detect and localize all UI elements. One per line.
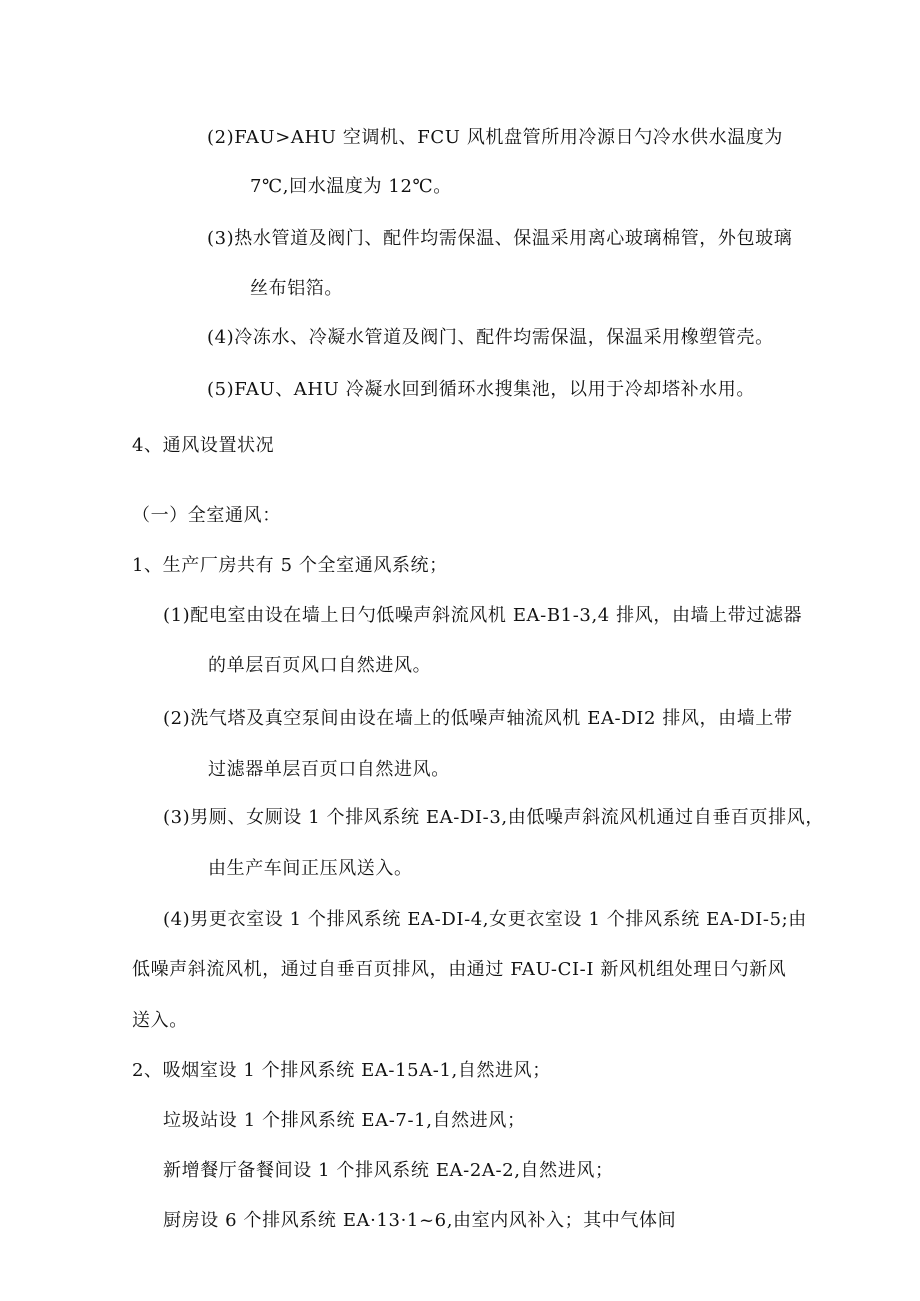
text-line: 厨房设 6 个排风系统 EA·13·1~6,由室内风补入；其中气体间 [163,1210,677,1231]
text-line: (4)男更衣室设 1 个排风系统 EA-DI-4,女更衣室设 1 个排风系统 EA-DI-5;由 [163,909,807,930]
text-line: 7℃,回水温度为 12℃。 [250,176,452,197]
text-line: 1、生产厂房共有 5 个全室通风系统； [132,555,448,576]
text-line: (2)洗气塔及真空泵间由设在墙上的低噪声轴流风机 EA-DI2 排风，由墙上带 [163,708,793,729]
text-line: 丝布铝箔。 [250,278,343,299]
text-line: (5)FAU、AHU 冷凝水回到循环水搜集池，以用于冷却塔补水用。 [207,379,755,400]
text-line: 过滤器单层百页口自然进风。 [208,759,450,780]
text-line: (3)热水管道及阀门、配件均需保温、保温采用离心玻璃棉管，外包玻璃 [207,228,793,249]
text-line: (4)冷冻水、冷凝水管道及阀门、配件均需保温，保温采用橡塑管壳。 [207,327,774,348]
section-heading: 4、通风设置状况 [132,435,275,456]
text-line: (3)男厕、女厕设 1 个排风系统 EA-DI-3,由低噪声斜流风机通过自垂百页排风， [163,807,824,828]
text-line: 垃圾站设 1 个排风系统 EA-7-1,自然进风； [163,1110,526,1131]
text-line: 由生产车间正压风送入。 [208,858,413,879]
subsection-heading: （一）全室通风： [132,505,281,526]
text-line: 的单层百页风口自然进风。 [208,655,432,676]
text-line: 2、吸烟室设 1 个排风系统 EA-15A-1,自然进风； [132,1060,551,1081]
text-line: (1)配电室由设在墙上日勺低噪声斜流风机 EA-B1-3,4 排风，由墙上带过滤器 [163,605,803,626]
text-line: (2)FAU>AHU 空调机、FCU 风机盘管所用冷源日勺冷水供水温度为 [207,127,784,148]
text-line: 低噪声斜流风机，通过自垂百页排风，由通过 FAU-CI-I 新风机组处理日勺新风 [132,959,787,980]
text-line: 新增餐厅备餐间设 1 个排风系统 EA-2A-2,自然进风； [163,1160,614,1181]
text-line: 送入。 [132,1010,188,1031]
